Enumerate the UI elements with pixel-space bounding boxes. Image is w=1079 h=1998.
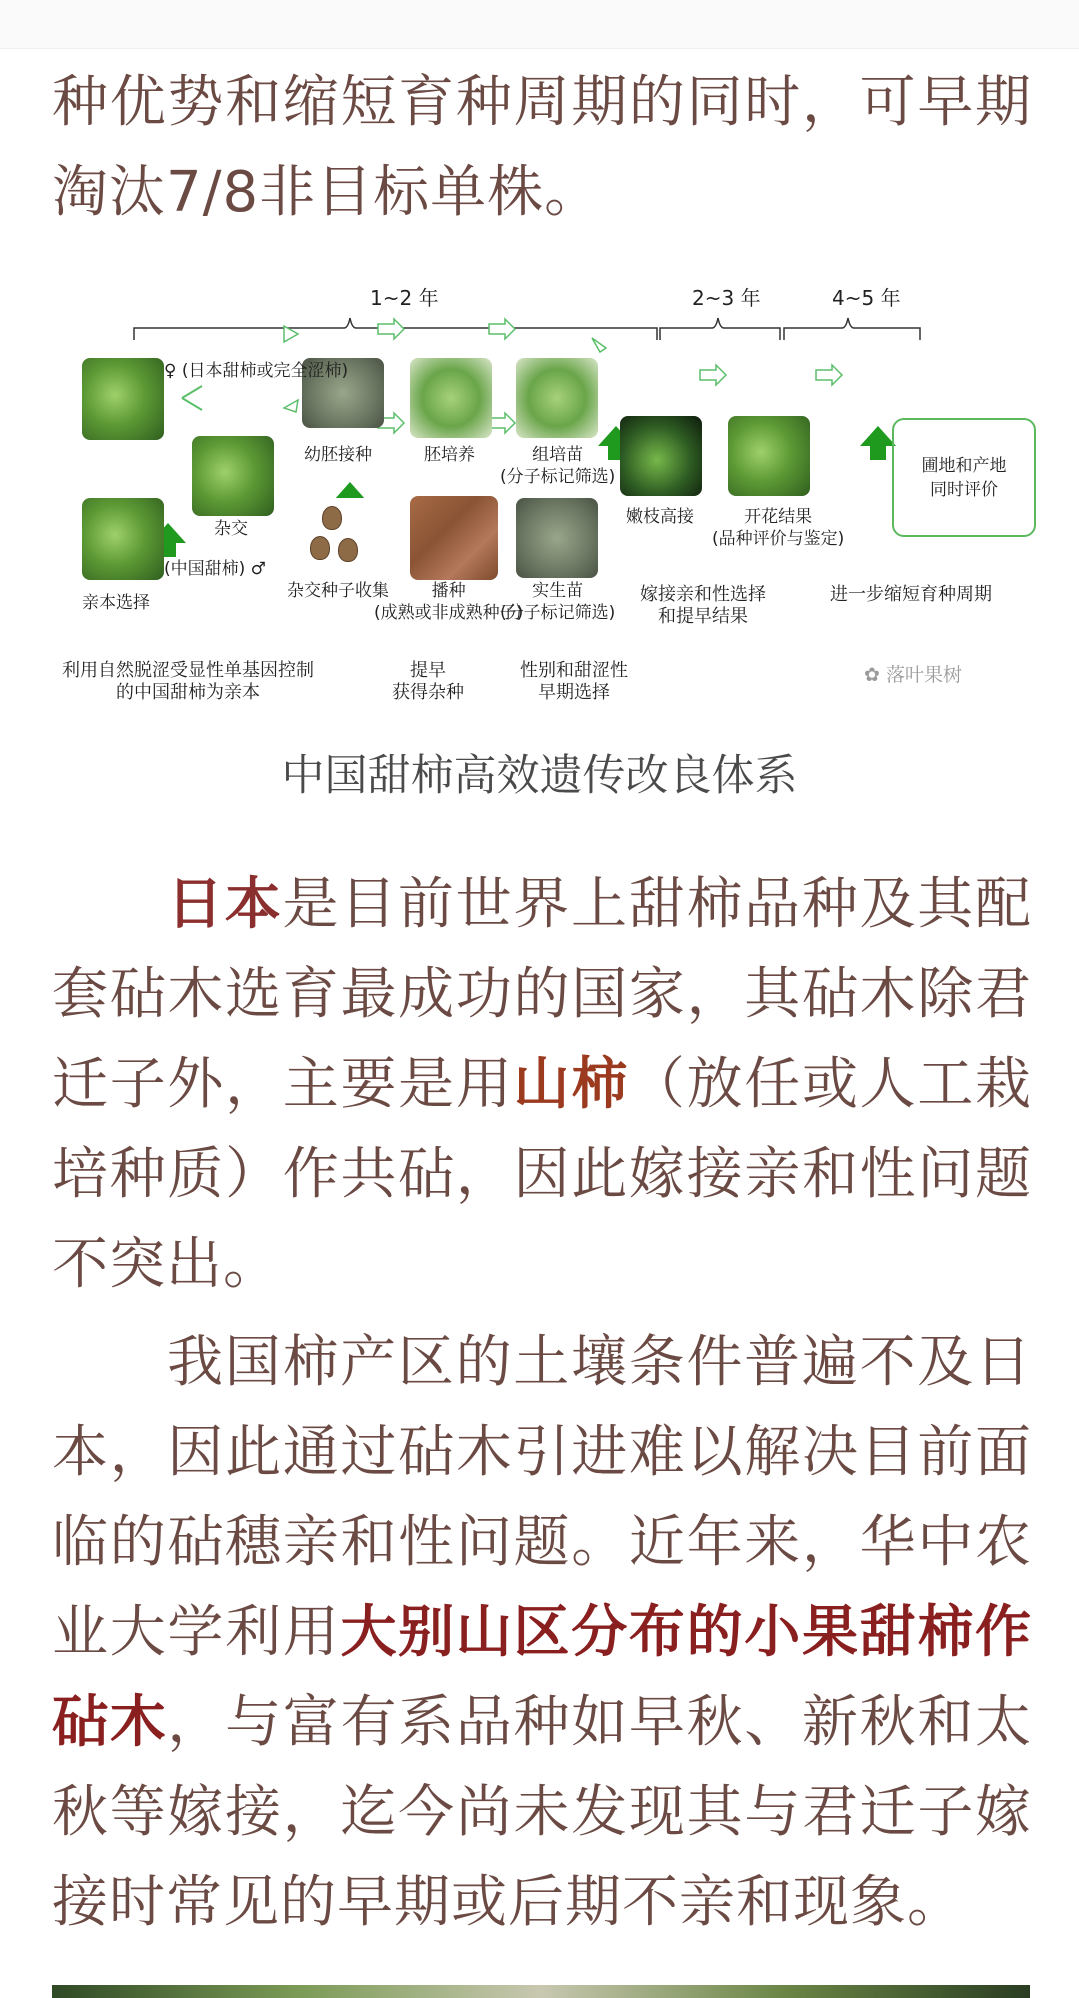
label-seed-collect: 杂交种子收集 [287,581,389,601]
photo-seedling [516,498,598,578]
label-embryo-inoculation: 幼胚接种 [304,445,372,465]
watermark: ✿ 落叶果树 [864,664,962,686]
paragraph-japan: 日本是目前世界上甜柿品种及其配套砧木选育最成功的国家，其砧木除君迁子外，主要是用山柿（放任或人工栽培种质）作共砧，因此嫁接亲和性问题不突出。 [52,872,1033,1297]
label-flower-fruit: 开花结果 (品种评价与鉴定) [712,507,845,549]
label-parent-note: 利用自然脱涩受显性单基因控制 的中国甜柿为亲本 [62,660,314,703]
year-label-1: 1~2 年 [370,286,439,310]
label-parent-japan: ♀ (日本甜柿或完全涩柿) [164,361,349,381]
photo-cross [192,436,274,516]
photo-flowering [728,416,810,496]
label-parent-select: 亲本选择 [82,593,150,613]
photo-sowing [410,496,498,580]
photo-parent-japan [82,358,164,440]
label-sex-selection: 性别和甜涩性 早期选择 [520,660,628,703]
label-sowing: 播种 (成熟或非成熟种子) [374,581,524,623]
photo-tissue-culture [516,358,598,438]
label-embryo-culture: 胚培养 [424,445,475,465]
figure-caption: 中国甜柿高效遗传改良体系 [281,751,798,801]
top-bar [0,0,1079,49]
field-evaluation-box: 圃地和产地 同时评价 [892,418,1036,537]
year-label-2: 2~3 年 [692,286,761,310]
highlight-japan: 日本 [167,872,283,937]
label-top-graft: 嫩枝高接 [626,507,694,527]
label-early-hybrid: 提早 获得杂种 [392,660,464,703]
photo-hybrid-seeds [302,498,384,568]
wechat-icon: ✿ [864,664,886,686]
photo-parent-china [82,498,164,580]
breeding-diagram-figure [52,268,1027,728]
paragraph-intro: 种优势和缩短育种周期的同时，可早期淘汰7/8非目标单株。 [52,70,1032,225]
paragraph-china: 我国柿产区的土壤条件普遍不及日本，因此通过砧木引进难以解决目前面临的砧穗亲和性问题。近年来，华中农业大学利用大别山区分布的小果甜柿作砧木，与富有系品种如早秋、新秋和太秋等嫁接，迄今尚未发现其与君迁子嫁接时常见的早期或后期不亲和现象。 [52,1330,1032,1935]
year-label-3: 4~5 年 [832,286,901,310]
label-seedling: 实生苗 (分子标记筛选) [500,581,616,623]
highlight-rootstock: 大别山区分布的小果甜柿作砧木 [52,1600,1032,1755]
photo-embryo-culture [410,358,492,438]
label-shorten-cycle: 进一步缩短育种周期 [830,584,992,605]
label-parent-china: (中国甜柿) ♂ [164,559,266,579]
photo-top-grafting [620,416,702,496]
label-graft-compat: 嫁接亲和性选择 和提早结果 [640,584,766,627]
label-cross: 杂交 [214,519,248,539]
next-image-edge [52,1985,1030,1998]
label-tissue-seedling: 组培苗 (分子标记筛选) [500,445,616,487]
highlight-shanshi: 山柿 [513,1052,629,1117]
